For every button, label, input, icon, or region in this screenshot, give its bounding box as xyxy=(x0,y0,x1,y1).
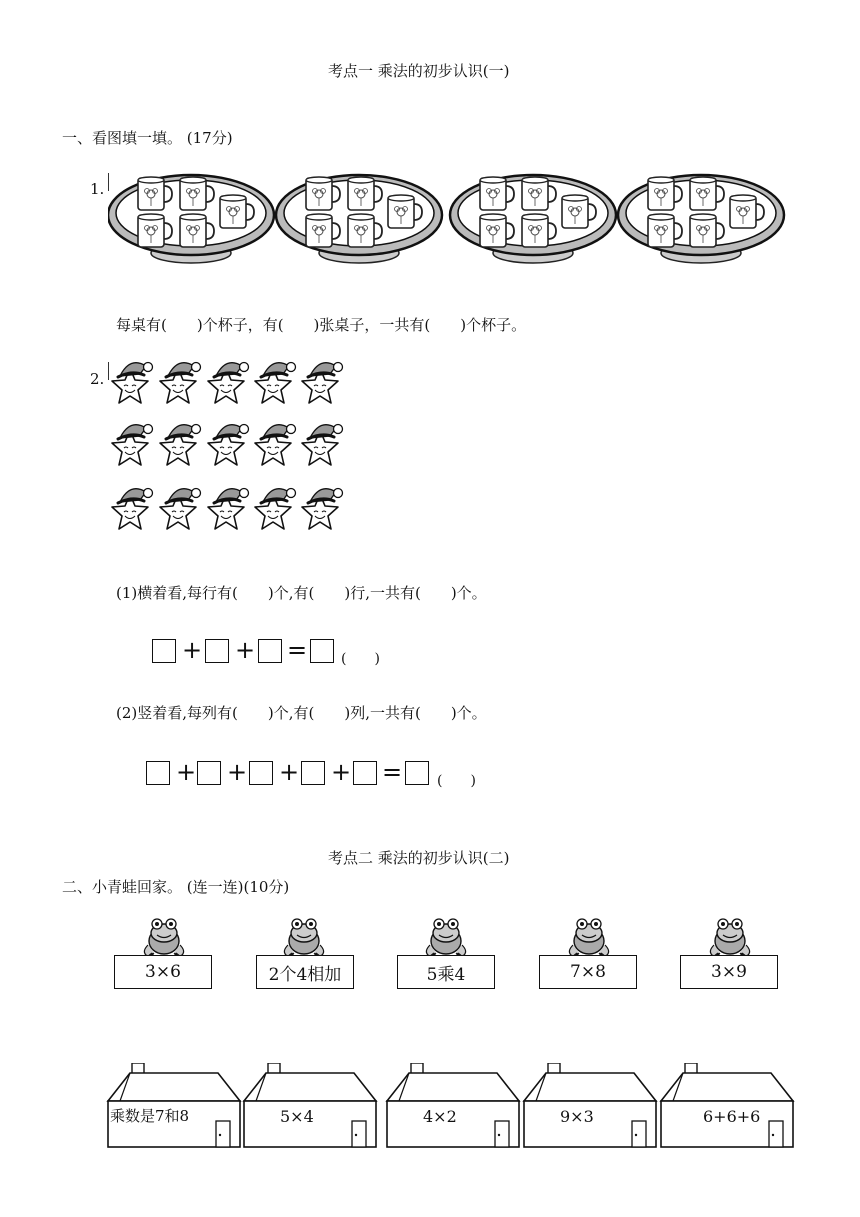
house-4[interactable] xyxy=(522,1063,658,1149)
star-row-2 xyxy=(112,425,343,466)
frog-icon xyxy=(422,915,470,959)
frog-label-5[interactable]: 3×9 xyxy=(680,955,778,989)
table-3 xyxy=(450,175,616,263)
answer-box[interactable] xyxy=(152,639,176,663)
plus-sign: + xyxy=(227,758,248,786)
house-label-5: 6+6+6 xyxy=(703,1107,761,1126)
frog-icon xyxy=(565,915,613,959)
plus-sign: + xyxy=(279,758,300,786)
table-1 xyxy=(108,175,274,263)
house-icon xyxy=(659,1063,795,1149)
frog-icon xyxy=(706,915,754,959)
tables-illustration xyxy=(108,170,788,275)
house-5[interactable] xyxy=(659,1063,795,1149)
house-label-4: 9×3 xyxy=(560,1107,594,1126)
item1-sentence: 每桌有( )个杯子，有( )张桌子，一共有( )个杯子。 xyxy=(116,316,527,334)
answer-box[interactable] xyxy=(146,761,170,785)
house-icon xyxy=(385,1063,521,1149)
house-icon xyxy=(242,1063,378,1149)
house-3[interactable] xyxy=(385,1063,521,1149)
item1-number: 1. xyxy=(90,180,105,198)
table-2 xyxy=(276,175,442,263)
stars-illustration xyxy=(110,360,360,545)
frog-label-3[interactable]: 5乘4 xyxy=(397,955,495,989)
section1-title: 考点一 乘法的初步认识(一) xyxy=(328,62,510,80)
item2-part2: (2)竖着看,每列有( )个,有( )列,一共有( )个。 xyxy=(116,704,487,722)
plus-sign: + xyxy=(235,636,256,664)
house-2[interactable] xyxy=(242,1063,378,1149)
item2-number: 2. xyxy=(90,370,105,388)
answer-box[interactable] xyxy=(310,639,334,663)
answer-box[interactable] xyxy=(249,761,273,785)
house-icon xyxy=(522,1063,658,1149)
answer-box[interactable] xyxy=(197,761,221,785)
answer-box[interactable] xyxy=(301,761,325,785)
star-row-3 xyxy=(112,489,343,530)
equals-sign: = xyxy=(287,636,308,664)
house-1[interactable] xyxy=(106,1063,242,1149)
answer-box[interactable] xyxy=(353,761,377,785)
house-label-2: 5×4 xyxy=(280,1107,314,1126)
table-4 xyxy=(618,175,784,263)
star-row-1 xyxy=(112,363,343,404)
equals-sign: = xyxy=(382,758,403,786)
frog-label-1[interactable]: 3×6 xyxy=(114,955,212,989)
section2-title: 考点二 乘法的初步认识(二) xyxy=(328,849,510,867)
unit-paren[interactable]: ( ) xyxy=(437,773,476,789)
plus-sign: + xyxy=(182,636,203,664)
plus-sign: + xyxy=(176,758,197,786)
frog-label-2[interactable]: 2个4相加 xyxy=(256,955,354,989)
frog-icon xyxy=(280,915,328,959)
item2-part1: (1)横着看,每行有( )个,有( )行,一共有( )个。 xyxy=(116,584,487,602)
answer-box[interactable] xyxy=(258,639,282,663)
answer-box[interactable] xyxy=(205,639,229,663)
frog-icon xyxy=(140,915,188,959)
house-label-3: 4×2 xyxy=(423,1107,457,1126)
question1-heading: 一、看图填一填。 (17分) xyxy=(62,129,233,147)
answer-box[interactable] xyxy=(405,761,429,785)
frog-label-4[interactable]: 7×8 xyxy=(539,955,637,989)
unit-paren[interactable]: ( ) xyxy=(341,651,380,667)
house-label-1: 乘数是7和8 xyxy=(110,1107,190,1125)
item2-bracket-mark xyxy=(102,362,109,380)
question2-heading: 二、小青蛙回家。 (连一连)(10分) xyxy=(62,878,290,896)
plus-sign: + xyxy=(331,758,352,786)
